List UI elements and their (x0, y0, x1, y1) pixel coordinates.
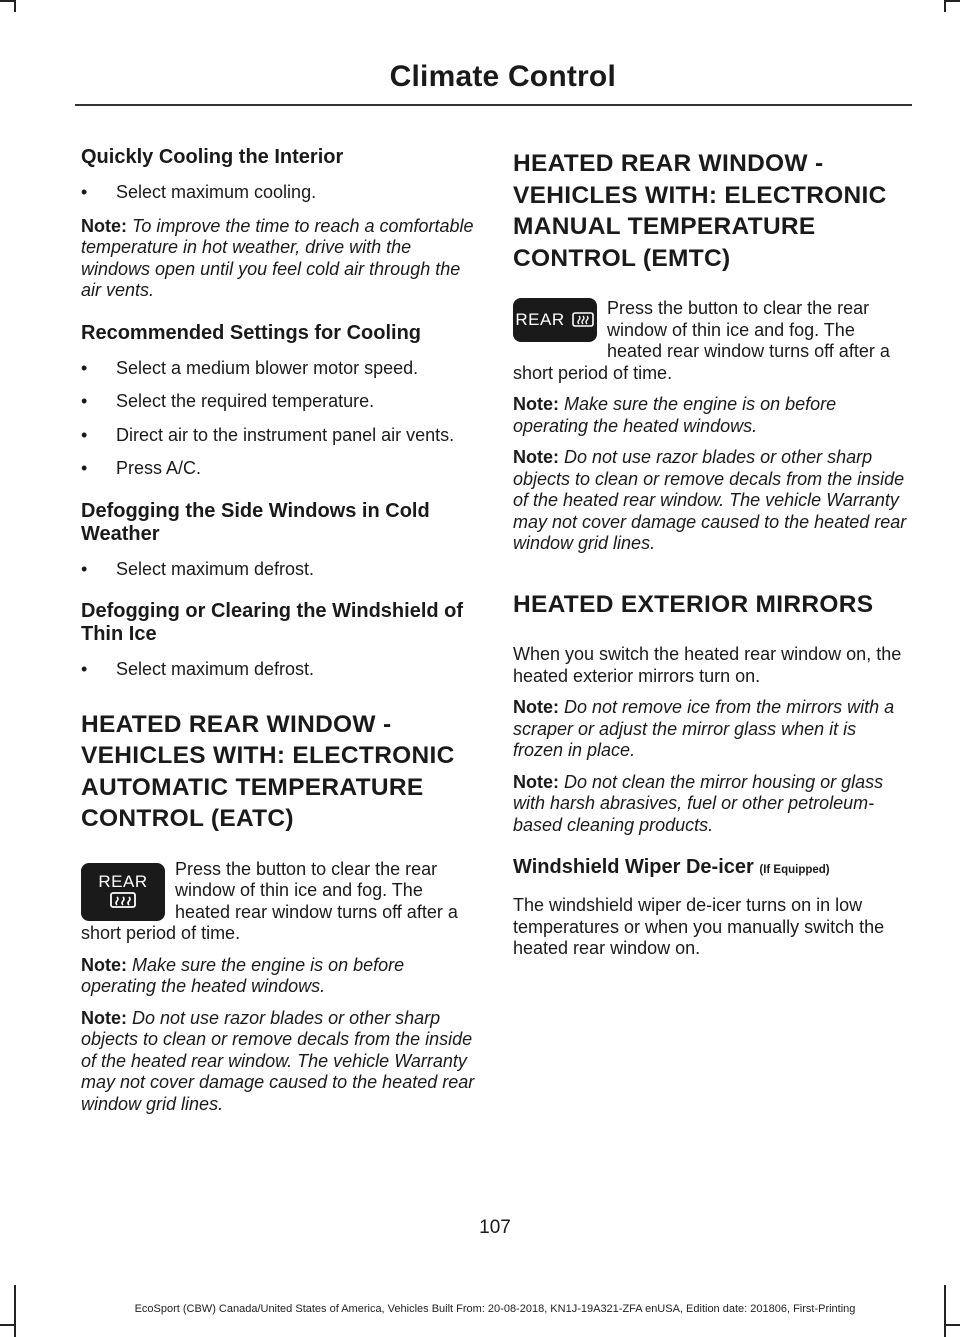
list-item-text: Direct air to the instrument panel air vents. (116, 424, 455, 445)
note-label: Note: (513, 447, 559, 467)
note-text: Do not use razor blades or other sharp objects to clean or remove decals from the inside of the heated rear window. The vehicle Warranty may not cover damage caused to the heated rear window grid lines. (513, 447, 907, 553)
note-label: Note: (513, 771, 559, 792)
note (513, 772, 909, 837)
note-text: Do not use razor blades or other sharp objects to clean or remove decals from the inside of the heated rear window. The vehicle Warranty may not cover damage caused to the heated rear window grid lines. (81, 1007, 475, 1114)
emtc-description (513, 298, 909, 384)
heading-recommended-settings: Recommended Settings for Cooling (81, 321, 422, 344)
note-label: Note: (513, 394, 559, 414)
note-text: To improve the time to reach a comfortable temperature in hot weather, drive with the windows open until you feel cold air through the air vents. (81, 215, 474, 300)
heading-quick-cooling: Quickly Cooling the Interior (81, 146, 344, 168)
heading-text: Windshield Wiper De-icer (513, 856, 754, 878)
heading-suffix: (If Equipped) (759, 864, 830, 876)
list-item-text: Select a medium blower motor speed. (116, 357, 419, 378)
list-item (81, 182, 477, 204)
emtc-text: Press the button to clear the rear window of thin ice and fog. The heated rear window turns off after a short period of time. (513, 298, 890, 383)
bullet-icon: • (81, 424, 88, 445)
defrost-icon (571, 311, 595, 329)
right-column (513, 140, 909, 970)
list-item-text: Select maximum cooling. (116, 182, 317, 202)
bullet-icon: • (81, 659, 88, 679)
note-label: Note: (81, 1007, 127, 1028)
mirrors-text: When you switch the heated rear window on, the heated exterior mirrors turn on. (513, 644, 902, 686)
page-number: 107 (479, 1217, 511, 1238)
rear-label: REAR (98, 871, 148, 891)
heading-defog-side-windows: Defogging the Side Windows in Cold Weather (81, 499, 430, 545)
eatc-description (81, 859, 477, 945)
note-text: Do not remove ice from the mirrors with a scraper or adjust the mirror glass when it is frozen in place. (513, 697, 895, 760)
crop-mark (945, 0, 960, 2)
bullet-icon: • (81, 391, 88, 411)
bullet-icon: • (81, 357, 88, 378)
list-item (81, 458, 477, 480)
note (513, 394, 909, 437)
bullet-icon: • (81, 182, 88, 202)
deicer-text: The windshield wiper de-icer turns on in low temperatures or when you manually switch the heated rear window on. (513, 895, 885, 958)
note-label: Note: (513, 697, 559, 717)
crop-mark (944, 0, 946, 12)
list-item-text: Press A/C. (116, 458, 202, 478)
left-column (81, 140, 477, 1125)
note-label: Note: (81, 954, 127, 975)
list-item (81, 659, 477, 681)
eatc-text: Press the button to clear the rear window of thin ice and fog. The heated rear window turns off after a short period of time. (81, 858, 458, 943)
bullet-icon: • (81, 558, 88, 579)
crop-mark (0, 1324, 15, 1326)
header-rule (75, 104, 912, 106)
list-item-text: Select the required temperature. (116, 391, 375, 411)
crop-mark (0, 0, 15, 2)
note-text: Make sure the engine is on before operating the heated windows. (513, 394, 837, 436)
crop-mark (945, 1324, 960, 1326)
bullet-icon: • (81, 458, 88, 478)
list-item-text: Select maximum defrost. (116, 558, 315, 579)
list-item (81, 358, 477, 380)
heading-heated-rear-window-emtc: HEATED REAR WINDOW - VEHICLES WITH: ELECTRONIC MANUAL TEMPERATURE CONTROL (EMTC) (513, 150, 887, 272)
list-item-text: Select maximum defrost. (116, 659, 315, 679)
note (81, 216, 477, 302)
rear-defrost-button-icon (513, 298, 597, 342)
note-text: Do not clean the mirror housing or glass with harsh abrasives, fuel or other petroleum-based cleaning products. (513, 771, 884, 835)
heading-wiper-deicer (513, 856, 909, 882)
note-label: Note: (81, 215, 127, 236)
rear-defrost-button-icon (81, 863, 165, 921)
note (513, 697, 909, 762)
note-text: Make sure the engine is on before operating the heated windows. (81, 954, 405, 996)
list-item (81, 425, 477, 447)
note (513, 447, 909, 555)
heading-heated-exterior-mirrors: HEATED EXTERIOR MIRRORS (513, 590, 874, 618)
heading-heated-rear-window-eatc: HEATED REAR WINDOW - VEHICLES WITH: ELECTRONIC AUTOMATIC TEMPERATURE CONTROL (EATC) (81, 710, 455, 832)
defrost-icon (105, 891, 141, 911)
crop-mark (14, 0, 16, 12)
rear-label: REAR (515, 310, 565, 329)
footer-edition-line: EcoSport (CBW) Canada/United States of America, Vehicles Built From: 20-08-2018, KN1J-19A321-ZFA enUSA, Edition date: 201806, First-Printing (134, 1303, 856, 1315)
page-title: Climate Control (389, 60, 616, 93)
heading-defog-windshield: Defogging or Clearing the Windshield of Thin Ice (81, 600, 464, 645)
list-item (81, 559, 477, 581)
note (81, 955, 477, 998)
list-item (81, 391, 477, 413)
note (81, 1008, 477, 1116)
